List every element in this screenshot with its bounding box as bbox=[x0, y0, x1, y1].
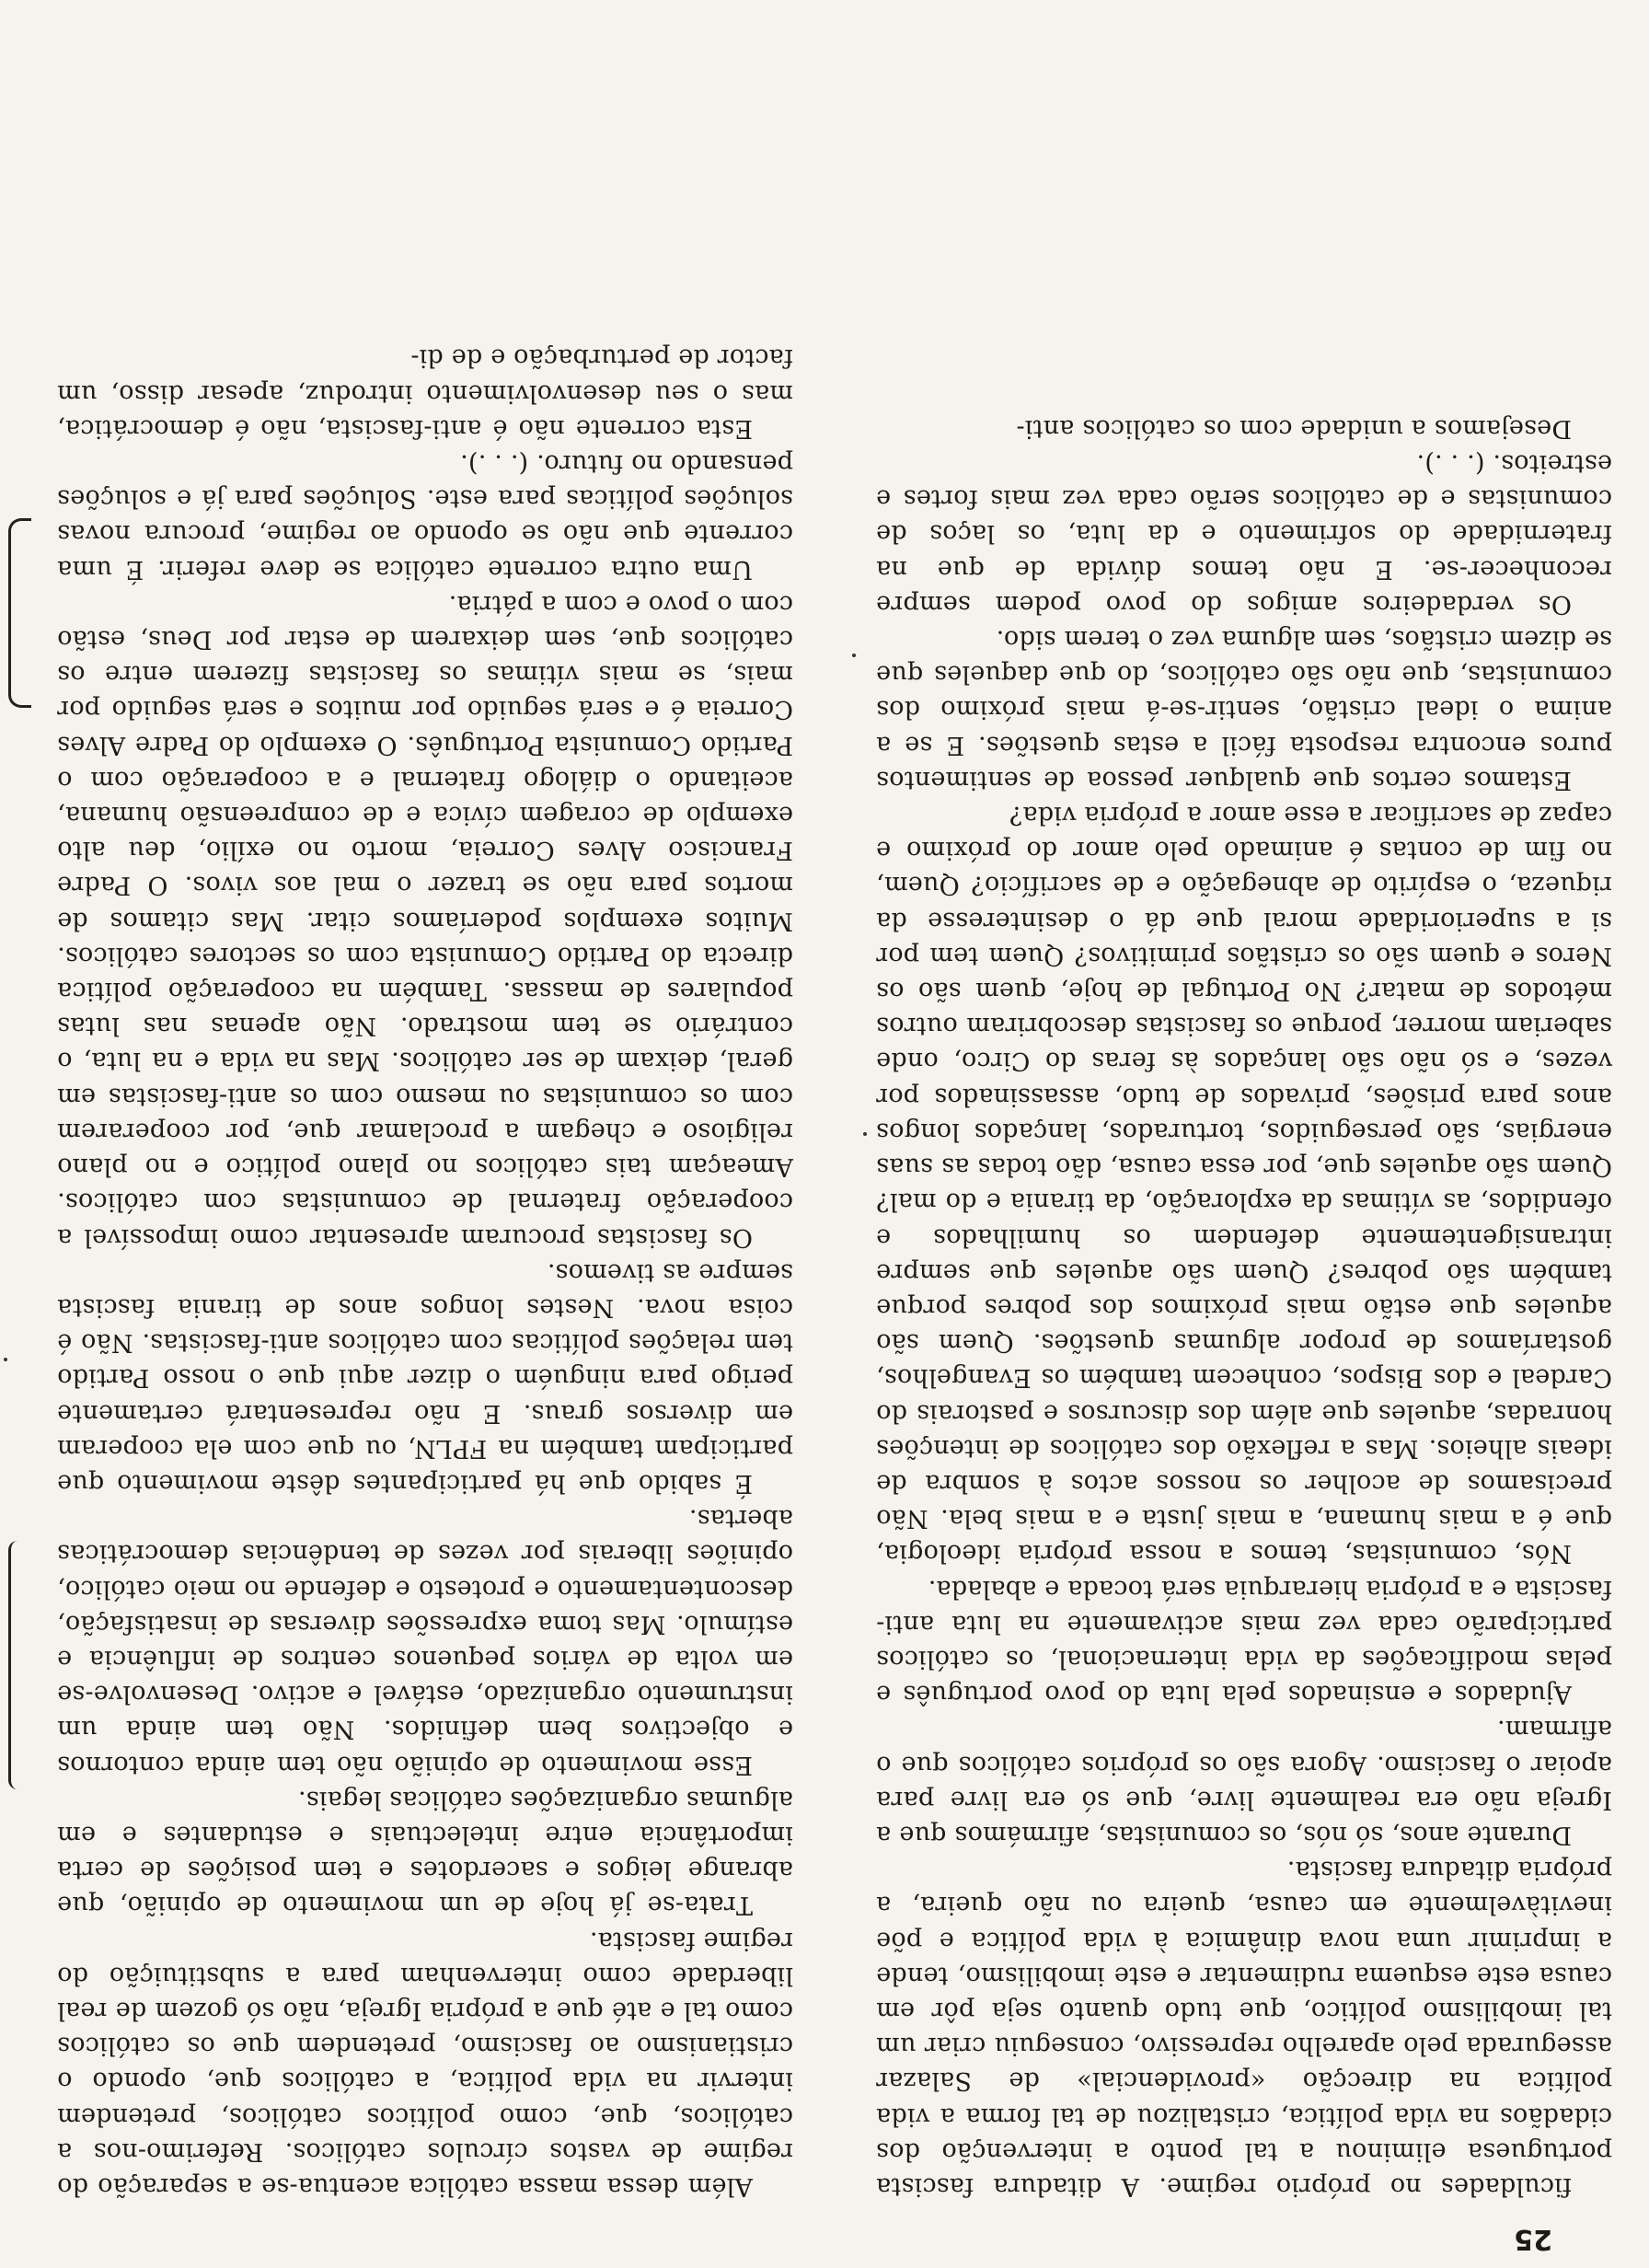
paragraph: Os verdadeiros amigos do povo podem sempre reconhecer-se. E não temos dúvida de que na fraternidade do sofrimento e da luta, os laços de comunistas e de católicos serão cada vez mais fortes e estreitos. (. . .). bbox=[876, 449, 1612, 619]
paragraph: Esta corrente não é anti-fascista, não é democrática, mas o seu desenvolvimento introduz, apesar disso, um factor de perturbação e de di- bbox=[57, 343, 793, 443]
paragraph: Trata-se já hoje de um movimento de opinião, que abrange leigos e sacerdotes e tem posições de certa importância entre intelectuais e estudantes e em algumas organizações católicas legais. bbox=[57, 1785, 793, 1920]
paragraph: Estamos certos que qualquer pessoa de sentimentos puros encontra resposta fácil a estas questões. E se a anima o ideal cristão, sentir-se-á mais próximo dos comunistas, que não são católicos, do que daqueles que se dizem cristãos, sem alguma vez o terem sido. bbox=[876, 625, 1612, 794]
ink-speck bbox=[863, 1132, 867, 1136]
paragraph: Desejamos a unidade com os católicos anti- bbox=[1016, 413, 1572, 443]
margin-bracket-mark bbox=[8, 1541, 28, 1789]
paragraph: Nós, comunistas, temos a nossa própria ideologia, que é a mais humana, a mais justa e a mais bela. Não precisamos de acolher os nossos actos à sombra de ideais alheios. Mas a reflexão dos católicos de intenções honradas, aqueles que além dos discursos e pastorais do Cardeal e dos Bispos, conhecem também os Evangelhos, gostaríamos de propor algumas questões. Quem são aqueles que estão mais próximos dos pobres porque também são pobres? Quem são aqueles que sempre intransigentemente defendem os humilhados e ofendidos, as vítimas da exploração, da tirania e do mal? Quem são aqueles que, por essa causa, dão todas as suas energias, são perseguidos, torturados, lançados longos anos para prisões, privados de tudo, assassinados por vezes, e só não são lançados às feras do Circo, onde saberiam morrer, porque os fascistas descobriram outros métodos de matar? No Portugal de hoje, quem são os Neros e quem são os cristãos primitivos? Quem tem por si a superioridade moral que dá o desinteresse da riqueza, o espírito de abnegação e de sacrifício? Quem, no fim de contas é animado pelo amor do próximo e capaz de sacrificar a esse amor a própria vida? bbox=[876, 801, 1612, 1568]
paragraph: Além dessa massa católica acentua-se a separação do regime de vastos círculos católicos. Referimo-nos a católicos, que, como políticos católicos, pretendem intervir na vida política, a católicos que, opondo o cristianismo ao fascismo, pretendem que os católicos como tal e até que a própria Igreja, não só gozem de real liberdade como intervenham para a substituição do regime fascista. bbox=[57, 1926, 793, 2201]
page-number: 25 bbox=[1514, 2223, 1552, 2255]
paragraph: Uma outra corrente católica se deve referir. É uma corrente que não se opondo ao regime, procura novas soluções políticas para este. Soluções para já e soluções pensando no futuro. (. . .). bbox=[57, 449, 793, 584]
ink-speck bbox=[852, 654, 856, 657]
margin-bracket-mark bbox=[8, 518, 31, 708]
text-column-right bbox=[57, 340, 793, 2204]
ink-speck bbox=[4, 1358, 7, 1361]
paragraph: É sabido que há participantes dêste movimento que participam também na FPLN, ou que com ela cooperam em diversos graus. E não representará certamente perigo para ninguém o dizer aqui que o nosso Partido tem relações políticas com católicos anti-fascistas. Não é coisa nova. Nestes longos anos de tirania fascista sempre as tivemos. bbox=[57, 1257, 793, 1498]
paragraph: Durante anos, só nós, os comunistas, afirmámos que a Igreja não era realmente livre, que só era livre para apoiar o fascismo. Agora são os próprios católicos que o afirmam. bbox=[876, 1715, 1612, 1849]
paragraph: Ajudados e ensinados pela luta do povo português e pelas modificações da vida internacional, os católicos participarão cada vez mais activamente na luta anti-fascista e a própria hierarquia será tocada e abalada. bbox=[876, 1574, 1612, 1709]
paragraph: Os fascistas procuram apresentar como impossível a cooperação fraternal de comunistas com católicos. Ameaçam tais católicos no plano político e no plano religioso e chegam a proclamar que, por cooperarem com os comunistas ou mesmo com os anti-fascistas em geral, deixam de ser católicos. Mas na vida e na luta, o contrário se tem mostrado. Não apenas nas lutas populares de massas. Também na cooperação política directa do Partido Comunista com os sectores católicos. Muitos exemplos poderíamos citar. Mas citamos de mortos para não se trazer o mal aos vivos. O Padre Francisco Alves Correia, morto no exílio, deu alto exemplo de coragem cívica e de compreensão humana, aceitando o diálogo fraternal e a cooperação com o Partido Comunista Português. O exemplo do Padre Alves Correia é e será seguido por muitos e será seguido por mais, se mais vítimas os fascistas fizerem entre os católicos que, sem deixarem de estar por Deus, estão com o povo e com a pátria. bbox=[57, 589, 793, 1252]
paragraph: ficuldades no próprio regime. A ditadura fascista portuguesa eliminou a tal ponto a intervenção dos cidadãos na vida política, cristalizou de tal forma a vida política na direcção «providencial» de Salazar assegurada pelo aparelho repressivo, conseguiu criar um tal imobilismo político, que tudo quanto seja pôr em causa este esquema rudimentar e este imobilismo, tende a imprimir uma nova dinâmica à vida política e põe inevitàvelmente em causa, queira ou não queira, a própria ditadura fascista. bbox=[876, 1856, 1612, 2201]
text-column-left bbox=[876, 411, 1612, 2204]
paragraph: Esse movimento de opinião não tem ainda contornos e objectivos bem definidos. Não tem ainda um instrumento organizado, estável e activo. Desenvolve-se em volta de vários pequenos centros de influência e estímulo. Mas toma expressões diversas de insatisfação, descontentamento e protesto e defende no meio católico, opiniões liberais por vezes de tendências democráticas abertas. bbox=[57, 1504, 793, 1779]
